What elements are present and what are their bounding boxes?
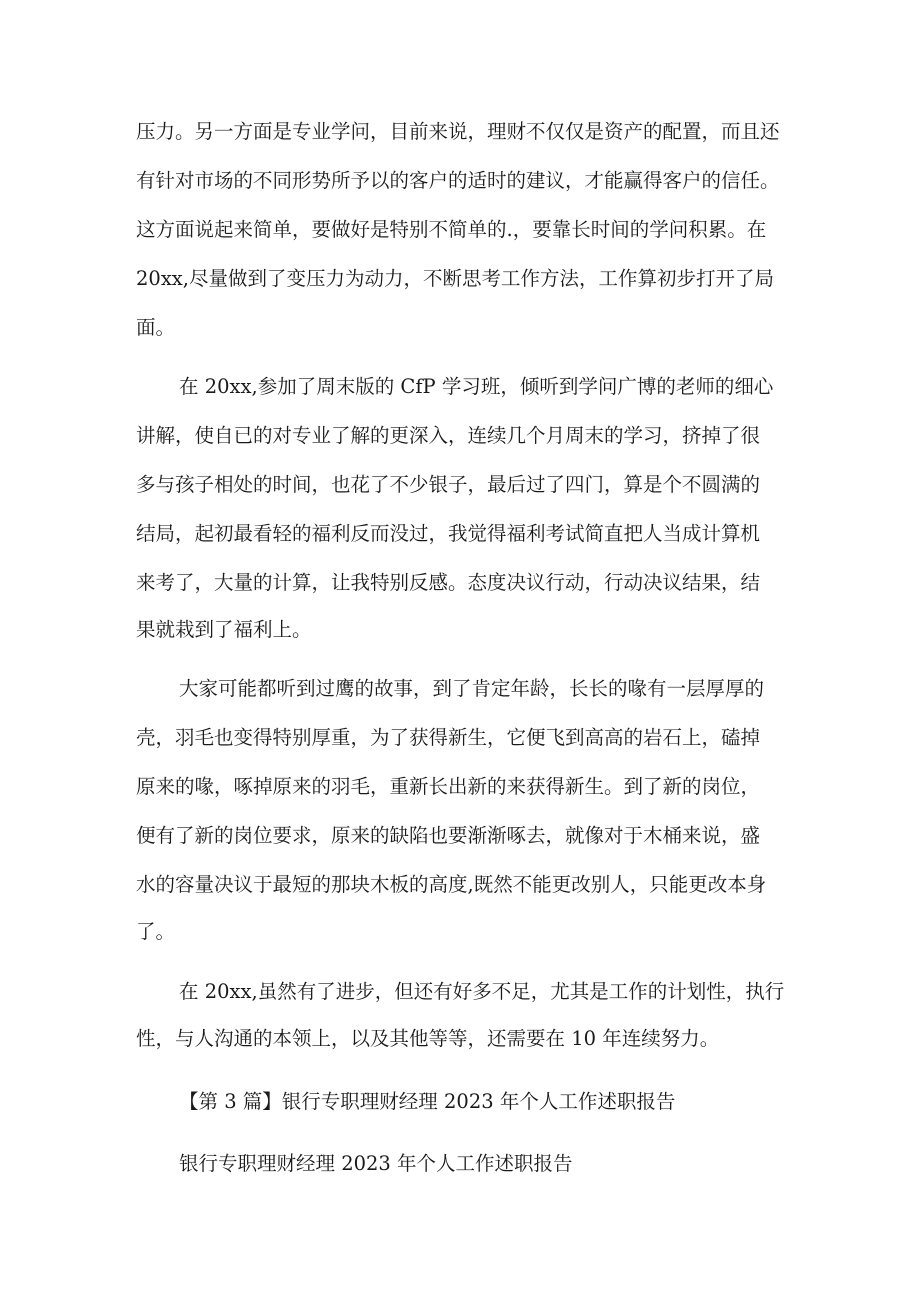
paragraph-3-line-1: 大家可能都听到过鹰的故事，到了肯定年龄，长长的喙有一层厚厚的 bbox=[179, 677, 765, 700]
paragraph-1-line-5: 面。 bbox=[136, 316, 176, 339]
paragraph-2-line-5: 来考了，大量的计算，让我特别反感。态度决议行动，行动决议结果，结 bbox=[136, 571, 761, 594]
paragraph-3-line-5: 水的容量决议于最短的那块木板的高度,既然不能更改别人，只能更改本身 bbox=[136, 873, 767, 896]
paragraph-3-line-4: 便有了新的岗位要求，原来的缺陷也要渐渐啄去，就像对于木桶来说，盛 bbox=[136, 824, 761, 847]
paragraph-1-line-1: 压力。另一方面是专业学问，目前来说，理财不仅仅是资产的配置，而且还 bbox=[136, 120, 780, 143]
paragraph-4-line-1: 在 20xx,虽然有了进步，但还有好多不足，尤其是工作的计划性，执行 bbox=[179, 980, 785, 1003]
paragraph-2-line-1: 在 20xx,参加了周末版的 CfP 学习班，倾听到学问广博的老师的细心 bbox=[179, 375, 774, 398]
paragraph-2-line-4: 结局，起初最看轻的福利反而没过，我觉得福利考试简直把人当成计算机 bbox=[136, 522, 761, 545]
paragraph-1-line-2: 有针对市场的不同形势所予以的客户的适时的建议，才能赢得客户的信任。 bbox=[136, 169, 780, 192]
paragraph-3-line-3: 原来的喙，啄掉原来的羽毛，重新长出新的来获得新生。到了新的岗位， bbox=[136, 775, 761, 798]
section-heading: 【第 3 篇】银行专职理财经理 2023 年个人工作述职报告 bbox=[179, 1090, 676, 1113]
paragraph-2-line-6: 果就栽到了福利上。 bbox=[136, 618, 312, 641]
report-title: 银行专职理财经理 2023 年个人工作述职报告 bbox=[179, 1152, 573, 1175]
paragraph-1-line-4: 20xx,尽量做到了变压力为动力，不断思考工作方法，工作算初步打开了局 bbox=[136, 267, 775, 290]
paragraph-1-line-3: 这方面说起来简单，要做好是特别不简单的.，要靠长时间的学问积累。在 bbox=[136, 218, 767, 241]
paragraph-3-line-2: 壳，羽毛也变得特别厚重，为了获得新生，它便飞到高高的岩石上，磕掉 bbox=[136, 726, 761, 749]
paragraph-4-line-2: 性，与人沟通的本领上，以及其他等等，还需要在 10 年连续努力。 bbox=[136, 1027, 720, 1050]
paragraph-2-line-2: 讲解，使自已的对专业了解的更深入，连续几个月周末的学习，挤掉了很 bbox=[136, 424, 761, 447]
paragraph-3-line-6: 了。 bbox=[136, 920, 176, 943]
paragraph-2-line-3: 多与孩子相处的时间，也花了不少银子，最后过了四门，算是个不圆满的 bbox=[136, 473, 761, 496]
